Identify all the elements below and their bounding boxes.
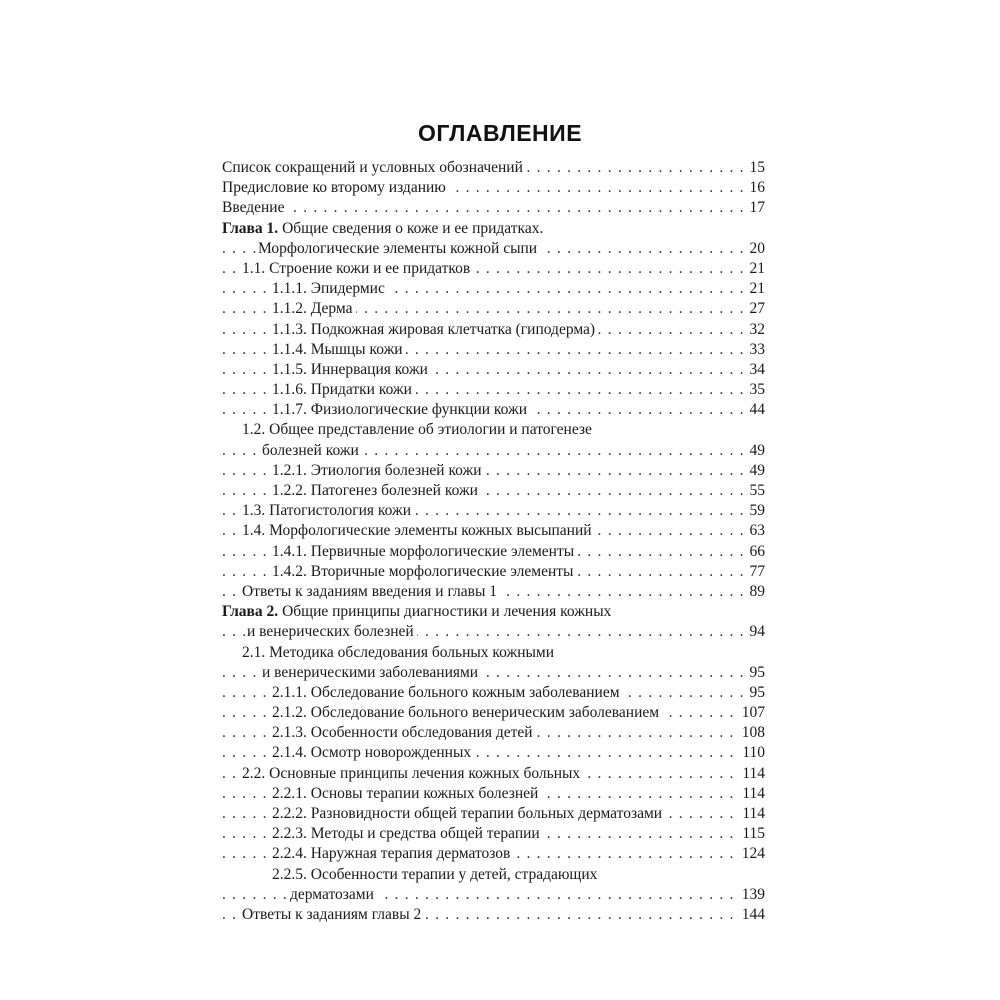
toc-entry-page: 21 xyxy=(746,279,766,299)
toc-entry xyxy=(222,582,765,602)
toc-chapter-heading xyxy=(222,219,765,239)
toc-entry-text: 1.1.1. Эпидермис xyxy=(272,280,388,297)
page-title: ОГЛАВЛЕНИЕ xyxy=(417,120,583,146)
chapter-label: Глава 2. xyxy=(222,603,279,621)
toc-entry xyxy=(222,481,765,501)
toc-entry xyxy=(222,723,765,743)
toc-entry-page: 49 xyxy=(746,441,766,461)
toc-entry xyxy=(222,865,765,885)
toc-entry-text: 1.1.4. Мышцы кожи xyxy=(272,341,406,358)
toc-entry xyxy=(222,320,765,340)
toc-entry xyxy=(222,905,765,925)
toc-entry-text: 2.2.5. Особенности терапии у детей, страдающих xyxy=(272,866,600,883)
toc-entry-text: Введение xyxy=(222,199,287,216)
toc-entry-text: 2.1.4. Осмотр новорожденных xyxy=(272,744,474,761)
toc-entry-text: 1.1.7. Физиологические функции кожи xyxy=(272,401,530,418)
toc-entry-text: Список сокращений и условных обозначений xyxy=(222,159,526,176)
toc-entry-page: 89 xyxy=(746,582,766,602)
toc-entry-page: 108 xyxy=(738,723,765,743)
toc-entry-page: 35 xyxy=(746,380,766,400)
toc-entry xyxy=(222,178,765,198)
toc-entry xyxy=(222,562,765,582)
toc-entry-text: Общие сведения о коже и ее придатках. xyxy=(278,219,544,237)
toc-entry xyxy=(222,158,765,178)
toc-entry xyxy=(222,360,765,380)
toc-entry-text: 2.2.2. Разновидности общей терапии больных дерматозами xyxy=(272,805,665,822)
toc-entry-page: 66 xyxy=(746,542,766,562)
toc-entry xyxy=(222,400,765,420)
toc-entry-text: Предисловие ко второму изданию xyxy=(222,179,449,196)
toc-entry-page: 139 xyxy=(738,885,765,905)
toc-entry-page: 49 xyxy=(746,461,766,481)
toc-entry xyxy=(222,461,765,481)
toc-entry-page: 32 xyxy=(746,320,766,340)
toc-entry-text: 2.1.3. Особенности обследования детей xyxy=(272,724,536,741)
toc-entry-page: 77 xyxy=(746,562,766,582)
toc-entry xyxy=(222,764,765,784)
toc-entry-page: 27 xyxy=(746,299,766,319)
toc-entry-text: Ответы к заданиям главы 2 xyxy=(242,906,424,923)
chapter-label: Глава 1. xyxy=(222,219,279,237)
toc-entry xyxy=(222,784,765,804)
toc-entry-text: 1.1.6. Придатки кожи xyxy=(272,381,415,398)
toc-entry-text: и венерическими заболеваниями xyxy=(262,664,481,681)
toc-entry-text: 1.2. Общее представление об этиологии и патогенезе xyxy=(242,421,595,438)
toc-entry-page: 95 xyxy=(746,663,766,683)
toc-entry-page: 63 xyxy=(746,521,766,541)
toc-entry xyxy=(222,844,765,864)
toc-entry-text: болезней кожи xyxy=(262,442,362,459)
toc-entry-page: 15 xyxy=(746,158,766,178)
toc-entry xyxy=(222,683,765,703)
toc-entry-text: 2.1.1. Обследование больного кожным заболеванием xyxy=(272,684,623,701)
toc-entry-text: и венерических болезней xyxy=(247,623,417,640)
toc-entry-text: 1.1.3. Подкожная жировая клетчатка (гиподерма) xyxy=(272,321,598,338)
toc-entry xyxy=(222,198,765,218)
toc-entry xyxy=(222,441,765,461)
toc-entry-text: Ответы к заданиям введения и главы 1 xyxy=(242,583,500,600)
toc-entry-text: 2.2.3. Методы и средства общей терапии xyxy=(272,825,543,842)
table-of-contents xyxy=(222,158,765,925)
toc-entry-text: дерматозами xyxy=(290,886,377,903)
toc-entry-page: 34 xyxy=(746,360,766,380)
toc-entry xyxy=(222,521,765,541)
toc-entry-page: 16 xyxy=(746,178,766,198)
toc-entry-page: 107 xyxy=(738,703,765,723)
toc-entry-page: 44 xyxy=(746,400,766,420)
toc-entry-page: 95 xyxy=(746,683,766,703)
toc-entry-text: 1.1. Строение кожи и ее придатков xyxy=(242,260,473,277)
toc-entry xyxy=(222,622,765,642)
toc-entry-page: 124 xyxy=(738,844,765,864)
toc-entry-text: 1.1.2. Дерма xyxy=(272,300,356,317)
toc-entry-text: Общие принципы диагностики и лечения кожных xyxy=(278,603,612,621)
toc-entry xyxy=(222,885,765,905)
toc-entry xyxy=(222,663,765,683)
toc-entry-page: 114 xyxy=(738,784,765,804)
toc-entry xyxy=(222,703,765,723)
toc-entry-page: 110 xyxy=(738,743,765,763)
toc-entry xyxy=(222,743,765,763)
toc-entry-page: 144 xyxy=(738,905,765,925)
toc-entry-page: 21 xyxy=(746,259,766,279)
toc-entry xyxy=(222,340,765,360)
toc-chapter-heading xyxy=(222,602,765,622)
toc-entry-page: 94 xyxy=(746,622,766,642)
toc-entry-page: 59 xyxy=(746,501,766,521)
toc-entry-text: 1.4.2. Вторичные морфологические элементы xyxy=(272,563,576,580)
toc-entry-page: 114 xyxy=(738,764,765,784)
toc-entry-text: 1.4. Морфологические элементы кожных высыпаний xyxy=(242,522,595,539)
toc-entry-text: 1.4.1. Первичные морфологические элементы xyxy=(272,543,577,560)
toc-entry-text: 2.1.2. Обследование больного венерическим заболеванием xyxy=(272,704,662,721)
toc-entry xyxy=(222,279,765,299)
toc-entry-page: 115 xyxy=(738,824,765,844)
toc-entry xyxy=(222,239,765,259)
toc-entry-text: 1.1.5. Иннервация кожи xyxy=(272,361,431,378)
toc-entry-page: 17 xyxy=(746,198,766,218)
toc-entry-text: 1.2.2. Патогенез болезней кожи xyxy=(272,482,481,499)
toc-entry-page: 55 xyxy=(746,481,766,501)
toc-entry-page: 20 xyxy=(746,239,766,259)
toc-entry-text: Морфологические элементы кожной сыпи xyxy=(258,240,540,257)
toc-entry xyxy=(222,380,765,400)
toc-entry-text: 1.2.1. Этиология болезней кожи xyxy=(272,462,485,479)
toc-entry xyxy=(222,542,765,562)
toc-entry-text: 2.2.1. Основы терапии кожных болезней xyxy=(272,785,541,802)
toc-entry xyxy=(222,643,765,663)
toc-entry-text: 2.1. Методика обследования больных кожными xyxy=(242,644,557,661)
toc-entry xyxy=(222,299,765,319)
toc-entry-text: 2.2. Основные принципы лечения кожных больных xyxy=(242,765,583,782)
toc-entry-page: 33 xyxy=(746,340,766,360)
toc-entry xyxy=(222,501,765,521)
toc-entry xyxy=(222,824,765,844)
toc-entry xyxy=(222,804,765,824)
toc-entry xyxy=(222,259,765,279)
toc-entry-page: 114 xyxy=(738,804,765,824)
toc-entry xyxy=(222,420,765,440)
toc-entry-text: 2.2.4. Наружная терапия дерматозов xyxy=(272,845,513,862)
toc-entry-text: 1.3. Патогистология кожи xyxy=(242,502,414,519)
